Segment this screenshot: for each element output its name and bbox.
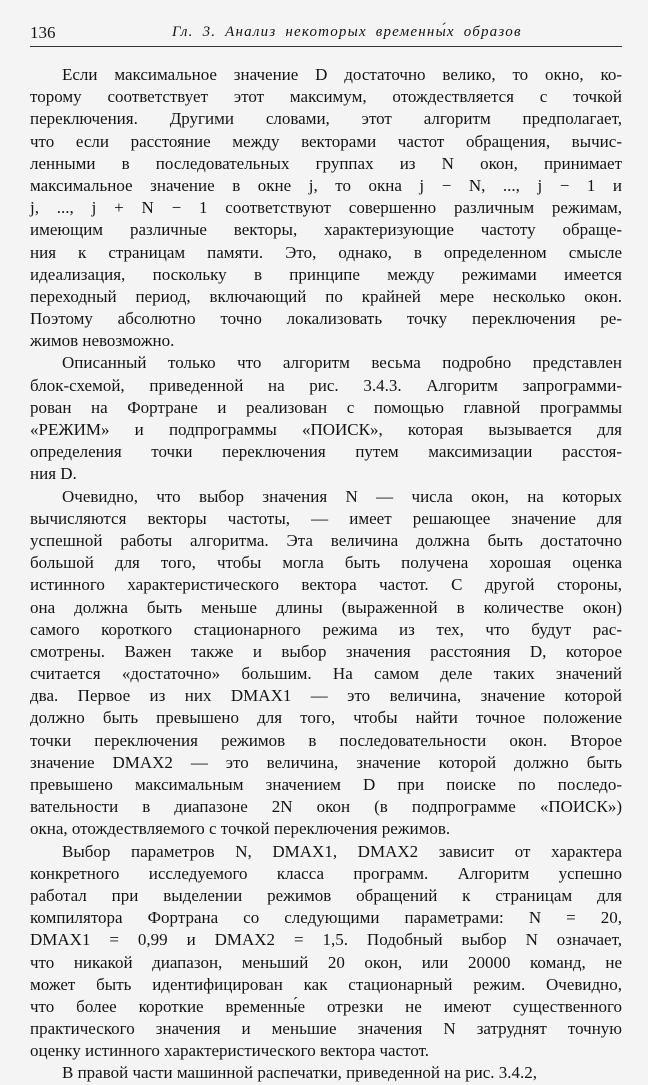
text-line: ния D. [30,464,77,484]
paragraph [30,486,622,841]
text-line: DMAX1 = 0,99 и DMAX2 = 1,5. Подобный выбор N означает, [30,930,622,950]
text-line: Выбор параметров N, DMAX1, DMAX2 зависит от характера [62,841,622,861]
text-line: идеализация, поскольку в принципе между режимами имеется [30,264,622,284]
text-line: может быть идентифицирован как стационарный режим. Очевидно, [30,974,622,994]
text-line: что более короткие временны́е отрезки не имеют существенного [30,996,622,1016]
text-line: j, ..., j + N − 1 соответствуют совершенно различным режимам, [30,198,622,218]
text-line: Если максимальное значение D достаточно велико, то окно, ко- [62,65,622,84]
text-line: точки переключения режимов в последовательности окон. Второе [30,730,622,750]
text-line: жимов невозможно. [30,331,175,351]
paragraph [30,64,622,352]
text-line: успешной работы алгоритма. Эта величина должна быть достаточно [30,530,622,550]
paragraph [30,841,622,1063]
text-line: превышено максимальным значением D при поиске по последо- [30,775,622,794]
text-line: блок-схемой, приведенной на рис. 3.4.3. Алгоритм запрограмми- [30,375,622,395]
body-text [30,64,622,1085]
text-line: практического значения и меньшие значения N затруднят точную [30,1019,622,1039]
text-line: «РЕЖИМ» и подпрограммы «ПОИСК», которая вызывается для [30,420,622,439]
page-number: 136 [30,23,56,42]
text-line: ния к страницам памяти. Это, однако, в определенном смысле [30,242,622,262]
text-line: большой для того, чтобы могла быть получена хорошая оценка [30,553,622,573]
text-line: Описанный только что алгоритм весьма подробно представлен [62,353,622,373]
text-line: что если расстояние между векторами частот обращения, вычис- [30,131,622,151]
text-line: значение DMAX2 — это величина, значение которой должно быть [30,752,622,772]
text-line: переключения. Другими словами, этот алгоритм предполагает, [30,109,622,129]
text-line: ленными в последовательных группах из N окон, принимает [30,153,622,173]
running-title: Гл. 3. Анализ некоторых временны́х образов [172,24,522,40]
text-line: смотрены. Важен также и выбор значения расстояния D, которое [30,641,622,661]
text-line: компилятора Фортрана со следующими параметрами: N = 20, [30,908,622,928]
text-line: она должна быть меньше длины (выраженной в количестве окон) [30,597,622,617]
paragraph [30,352,622,485]
paragraph [30,1062,622,1084]
text-line: самого короткого стационарного режима из тех, что будут рас- [30,619,622,639]
page-header [30,18,622,47]
text-line: Очевидно, что выбор значения N — числа окон, на которых [62,486,622,506]
text-line: два. Первое из них DMAX1 — это величина, значение которой [30,686,622,706]
text-line: вательности в диапазоне 2N окон (в подпрограмме «ПОИСК») [30,797,622,817]
text-line: торому соответствует этот максимум, отождествляется с точкой [30,87,622,107]
text-line: максимальное значение в окне j, то окна j − N, ..., j − 1 и [30,175,622,195]
text-line: работал при выделении режимов обращений к страницам для [30,885,622,905]
text-line: окна, отождествляемого с точкой переключения режимов. [30,819,451,839]
text-line: истинного характеристического вектора частот. С другой стороны, [30,575,622,595]
text-line: Поэтому абсолютно точно локализовать точку переключения ре- [30,309,622,329]
text-line: оценку истинного характеристического вектора частот. [30,1041,430,1061]
text-line: В правой части машинной распечатки, приведенной на рис. 3.4.2, [62,1063,538,1083]
text-line: определения точки переключения путем максимизации расстоя- [30,442,622,462]
text-line: что никакой диапазон, меньший 20 окон, или 20000 команд, не [30,952,622,972]
text-line: должно быть превышено для того, чтобы найти точное положение [30,708,622,728]
text-line: вычисляются векторы частоты, — имеет решающее значение для [30,508,622,528]
text-line: переходный период, включающий по крайней мере несколько окон. [30,286,622,306]
text-line: имеющим различные векторы, характеризующие частоту обраще- [30,220,622,240]
text-line: конкретного исследуемого класса программ. Алгоритм успешно [30,863,622,883]
text-line: считается «достаточно» большим. На самом деле таких значений [30,664,622,684]
text-line: рован на Фортране и реализован с помощью главной программы [30,397,622,417]
